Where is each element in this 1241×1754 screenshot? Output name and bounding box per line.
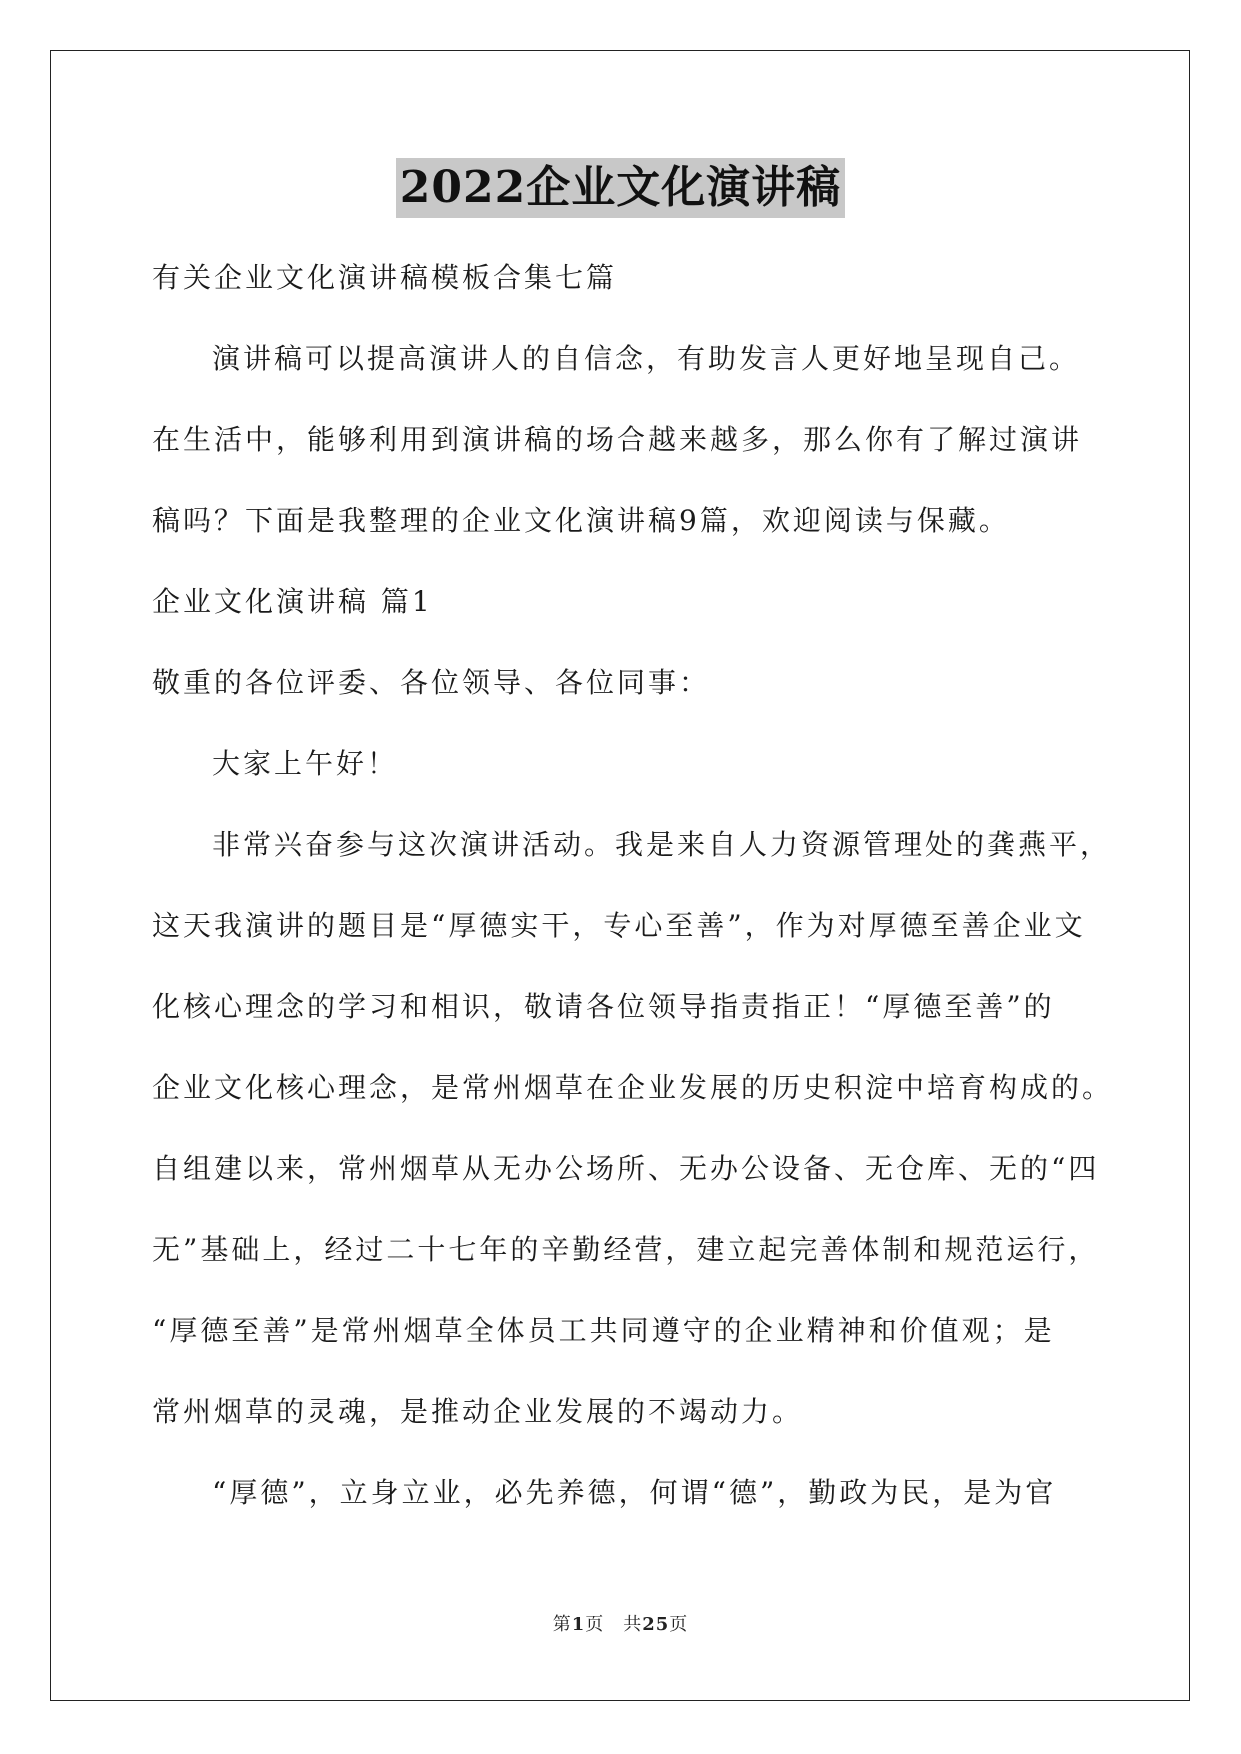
text-line: “厚德”，立身立业，必先养德，何谓“德”，勤政为民，是为官 [212, 1476, 1057, 1509]
text-line: 常州烟草的灵魂，是推动企业发展的不竭动力。 [152, 1395, 804, 1428]
text-line: “厚德至善”是常州烟草全体员工共同遵守的企业精神和价值观；是 [152, 1314, 1055, 1347]
page-footer [0, 1610, 1241, 1636]
footer-page-total: 25 [642, 1614, 670, 1635]
document-body [152, 237, 1114, 1533]
text-line: 企业文化核心理念，是常州烟草在企业发展的历史积淀中培育构成的。 [152, 1071, 1114, 1104]
text-line: 敬重的各位评委、各位领导、各位同事： [152, 666, 711, 699]
text-line: 化核心理念的学习和相识，敬请各位领导指责指正！“厚德至善”的 [152, 990, 1055, 1023]
footer-page-number: 1 [571, 1614, 586, 1635]
text-line: 稿吗？下面是我整理的企业文化演讲稿9篇，欢迎阅读与保藏。 [152, 504, 1010, 537]
text-line: 自组建以来，常州烟草从无办公场所、无办公设备、无仓库、无的“四 [152, 1152, 1100, 1185]
footer-page-mid: 页 共 [585, 1614, 643, 1635]
text-line: 非常兴奋参与这次演讲活动。我是来自人力资源管理处的龚燕平， [212, 828, 1112, 861]
text-line: 演讲稿可以提高演讲人的自信念，有助发言人更好地呈现自己。 [212, 342, 1081, 375]
text-line: 企业文化演讲稿 篇1 [152, 585, 433, 618]
text-line: 无”基础上，经过二十七年的辛勤经营，建立起完善体制和规范运行， [152, 1233, 1100, 1266]
text-line: 这天我演讲的题目是“厚德实干，专心至善”，作为对厚德至善企业文 [152, 909, 1086, 942]
text-line: 有关企业文化演讲稿模板合集七篇 [152, 261, 618, 294]
title-container [0, 158, 1241, 218]
footer-page-prefix: 第 [552, 1614, 572, 1635]
footer-page-suffix: 页 [669, 1614, 689, 1635]
document-title: 2022企业文化演讲稿 [396, 158, 845, 218]
text-line: 大家上午好！ [212, 747, 399, 780]
text-line: 在生活中，能够利用到演讲稿的场合越来越多，那么你有了解过演讲 [152, 423, 1083, 456]
